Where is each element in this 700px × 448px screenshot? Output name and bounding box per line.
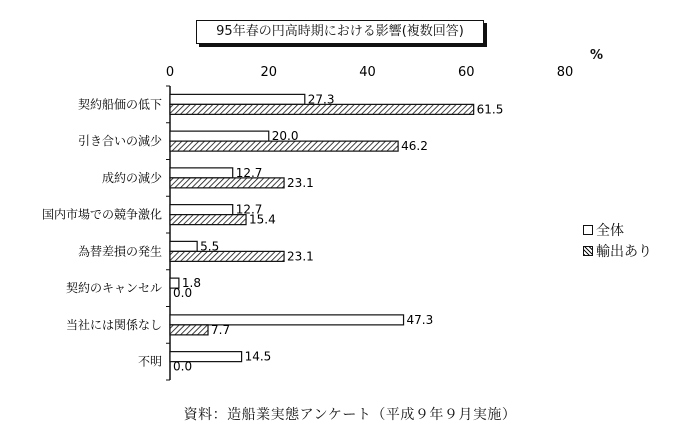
x-tick-label: 80 [556,65,574,80]
category-label: 不明 [137,354,162,369]
legend [583,219,652,261]
legend-label: 全体 [596,222,624,239]
legend-item-export [583,240,652,261]
bar-all [170,131,269,141]
bar-export [170,251,284,261]
value-label: 20.0 [271,129,299,144]
category-label: 成約の減少 [101,170,162,185]
legend-swatch-hatched [583,246,593,256]
value-label: 14.5 [244,349,272,364]
x-tick-label: 20 [260,65,278,80]
value-label: 7.7 [211,322,231,337]
legend-label: 輸出あり [596,243,652,260]
value-label: 46.2 [401,139,428,154]
value-label: 0.0 [173,359,193,374]
bar-export [170,325,208,335]
x-tick-label: 0 [165,65,175,80]
category-label: 為替差損の発生 [77,244,162,259]
legend-item-all [583,219,652,240]
bar-export [170,215,246,225]
x-tick-label: 40 [359,65,376,80]
value-label: 12.7 [235,165,263,180]
category-label: 国内市場での競争激化 [41,207,162,222]
bar-all [170,315,404,325]
value-label: 12.7 [235,202,263,217]
bar-export [170,178,284,188]
bar-all [170,205,233,215]
value-label: 27.3 [307,92,335,107]
category-label: 引き合いの減少 [77,134,162,149]
value-label: 5.5 [200,239,220,254]
value-label: 23.1 [287,249,314,264]
source-note: 資料：造船業実態アンケート（平成９年９月実施） [183,407,517,423]
value-label: 15.4 [249,212,276,227]
category-label: 契約のキャンセル [65,281,162,296]
value-label: 61.5 [476,102,504,117]
bar-all [170,168,233,178]
category-label: 当社には関係なし [65,317,162,332]
legend-swatch-white [583,225,593,235]
category-label: 契約船価の低下 [77,97,162,112]
bar-all [170,241,197,251]
value-label: 47.3 [406,312,434,327]
chart-title: 95年春の円高時期における影響(複数回答) [196,20,484,44]
value-label: 23.1 [287,175,314,190]
value-label: 0.0 [173,286,193,301]
unit-label: % [590,48,604,63]
bar-all [170,94,305,104]
x-tick-label: 60 [457,65,475,80]
value-label: 1.8 [181,276,201,291]
